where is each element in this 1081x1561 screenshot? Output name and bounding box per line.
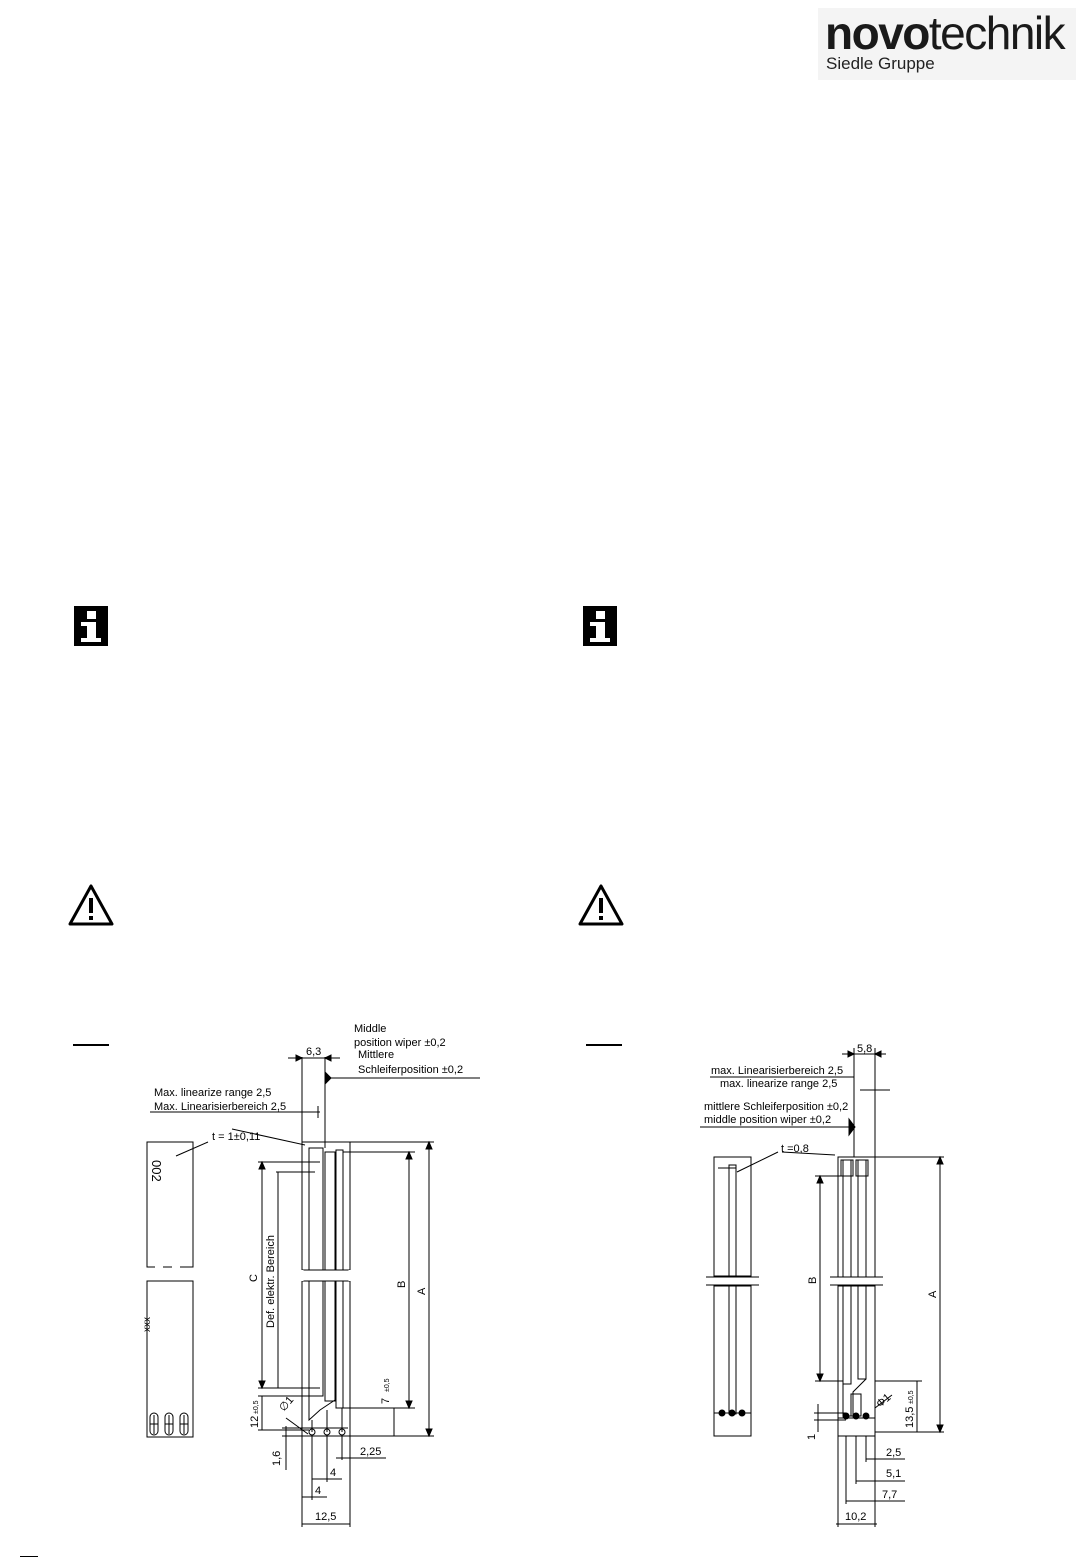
- dim-right-5-1: 5,1: [886, 1468, 902, 1480]
- label-right-thickness: t =0,8: [781, 1143, 809, 1155]
- part-code-mark: 002: [149, 1160, 164, 1182]
- label-right-middle-de: mittlere Schleiferposition ±0,2: [704, 1101, 849, 1113]
- label-middle-de-2: Schleiferposition ±0,2: [358, 1064, 464, 1076]
- logo-brand-bold: novo: [825, 7, 929, 59]
- dim-right-A: A: [927, 1290, 939, 1298]
- dim-right-top-width: 5,8: [857, 1043, 873, 1055]
- label-right-lin-range-en: max. linearize range 2,5: [720, 1078, 838, 1090]
- dim-right-13-5: 13,5: [904, 1406, 916, 1428]
- label-middle-en-2: position wiper ±0,2: [354, 1037, 446, 1049]
- dim-right-B: B: [807, 1276, 819, 1284]
- label-lin-range-de: Max. Linearisierbereich 2,5: [154, 1101, 287, 1113]
- logo-group-name: Siedle Gruppe: [826, 54, 935, 73]
- dim-right-10-2: 10,2: [845, 1511, 867, 1523]
- label-right-lin-range-de: max. Linearisierbereich 2,5: [711, 1065, 844, 1077]
- dim-4b: 4: [315, 1485, 322, 1497]
- right-part-view-upper: [714, 1157, 751, 1276]
- label-def-bereich: Def. elektr. Bereich: [265, 1235, 277, 1328]
- logo-brand-light: technik: [928, 7, 1065, 59]
- dim-top-width: 6,3: [306, 1046, 322, 1058]
- label-right-middle-en: middle position wiper ±0,2: [704, 1114, 832, 1126]
- dim-12-5: 12,5: [315, 1511, 337, 1523]
- label-middle-en-1: Middle: [354, 1023, 387, 1035]
- label-thickness: t = 1±0,11: [212, 1131, 261, 1143]
- dim-right-1: 1: [806, 1433, 818, 1440]
- dim-B: B: [396, 1280, 408, 1288]
- label-lin-range-en: Max. linearize range 2,5: [154, 1087, 272, 1099]
- dim-7-tol: ±0,5: [384, 1378, 391, 1392]
- dim-4a: 4: [330, 1467, 337, 1479]
- label-middle-de-1: Mittlere: [358, 1049, 395, 1061]
- dim-7: 7: [380, 1397, 392, 1404]
- dim-A: A: [416, 1287, 428, 1295]
- dim-phi: ∅1: [277, 1394, 297, 1414]
- dim-right-13-5-tol: ±0,5: [908, 1390, 915, 1404]
- dim-C: C: [248, 1274, 260, 1282]
- dim-right-2-5: 2,5: [886, 1447, 902, 1459]
- dim-12-tol: ±0,5: [253, 1400, 260, 1414]
- dim-2-25: 2,25: [360, 1446, 382, 1458]
- dim-12: 12: [249, 1415, 261, 1428]
- dim-right-phi: Φ1: [874, 1391, 894, 1411]
- part-xxx-mark: xxx: [142, 1317, 153, 1332]
- dim-right-7-7: 7,7: [882, 1489, 898, 1501]
- dim-1-6: 1,6: [271, 1450, 283, 1466]
